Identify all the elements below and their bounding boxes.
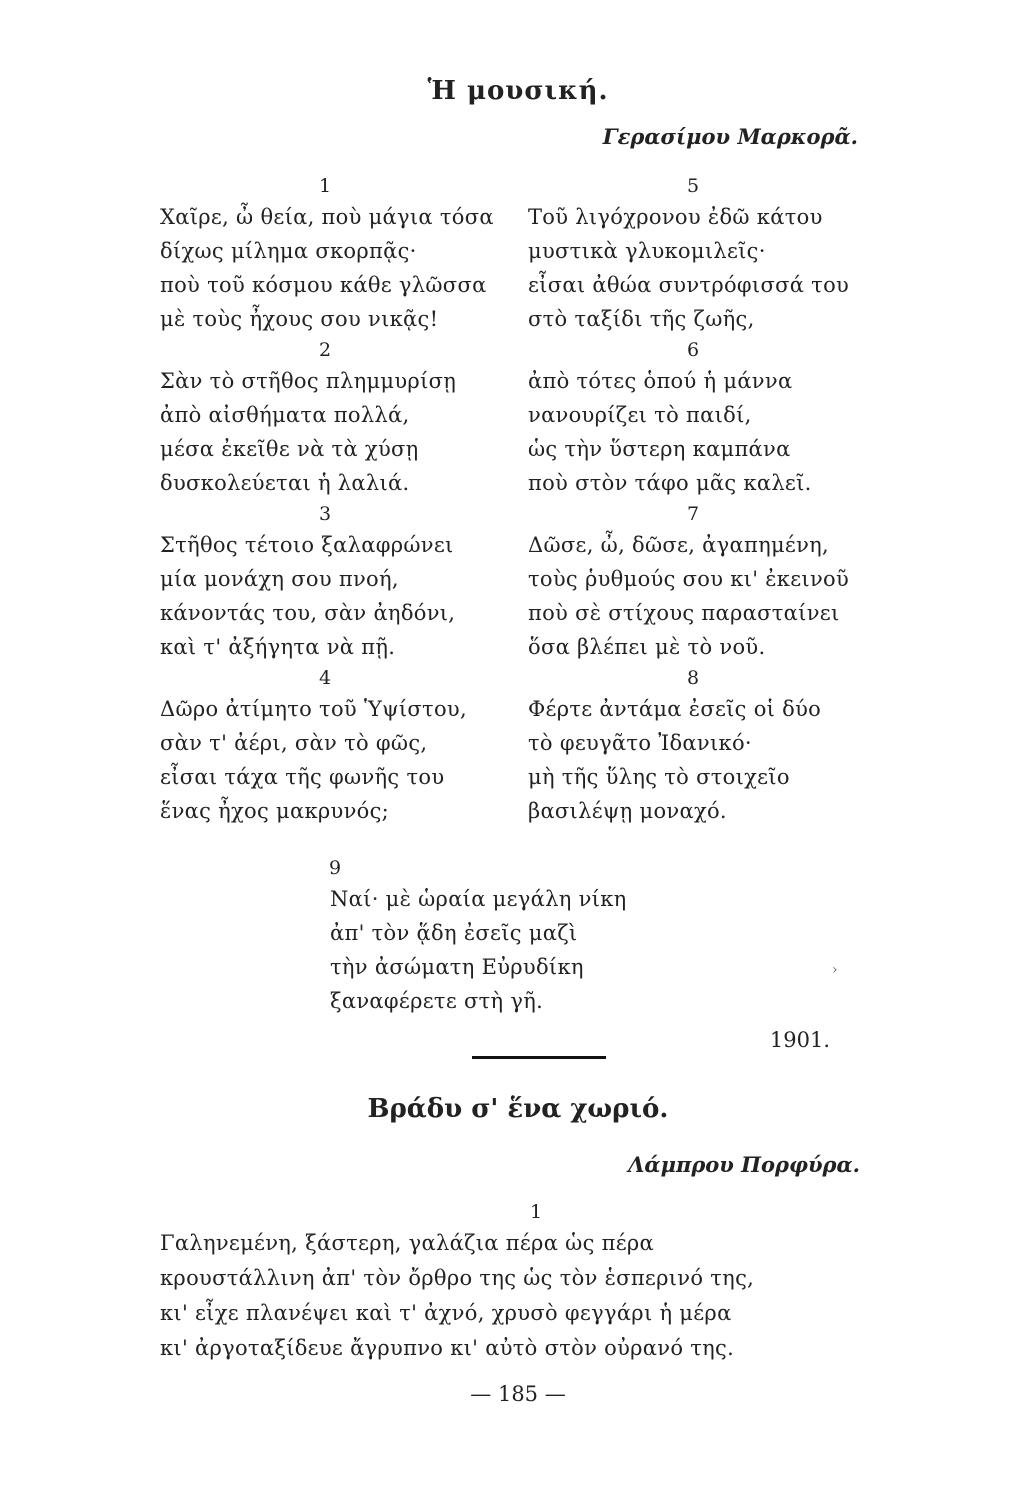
verse-line: βασιλέψῃ μοναχό. — [528, 799, 727, 823]
verse-line: τὸ φευγᾶτο Ἰδανικό· — [528, 731, 752, 755]
stanza-number: 4 — [318, 667, 332, 689]
stanza-number: 8 — [686, 667, 700, 689]
stanza-5 — [528, 172, 888, 336]
verse-line: ἕνας ἦχος μακρυνός; — [160, 799, 390, 823]
verse-line: καὶ τ' ἀξήγητα νὰ πῇ. — [160, 635, 396, 659]
verse-line: μυστικὰ γλυκομιλεῖς· — [528, 239, 766, 263]
verse-line: Τοῦ λιγόχρονου ἐδῶ κάτου — [528, 205, 823, 229]
verse-line: κι' εἶχε πλανέψει καὶ τ' ἀχνό, χρυσὸ φεγγάρι ἡ μέρα — [160, 1301, 732, 1325]
poem2-title: Βράδυ σ' ἕνα χωριό. — [367, 1094, 669, 1124]
right-column — [528, 172, 888, 828]
verse-line: στὸ ταξίδι τῆς ζωῆς, — [528, 307, 755, 331]
stanza-number: 3 — [318, 503, 332, 525]
poem2-author: Λάμπρου Πορφύρα. — [628, 1152, 860, 1177]
stanza-3 — [160, 500, 520, 664]
verse-line: ποὺ σὲ στίχους παρασταίνει — [528, 601, 840, 625]
verse-line: μὴ τῆς ὕλης τὸ στοιχεῖο — [528, 765, 790, 789]
stanza-4 — [160, 664, 520, 828]
verse-line: ξαναφέρετε στὴ γῆ. — [330, 989, 544, 1013]
stanza-6 — [528, 336, 888, 500]
page-number: — 185 — — [470, 1382, 566, 1406]
stanza-2 — [160, 336, 520, 500]
stanza-7 — [528, 500, 888, 664]
verse-line: ἀπ' τὸν ᾅδη ἐσεῖς μαζὶ — [330, 921, 578, 945]
verse-line: δυσκολεύεται ἡ λαλιά. — [160, 471, 410, 495]
verse-line: μία μονάχη σου πνοή, — [160, 567, 399, 591]
stanza-number: 9 — [328, 857, 342, 879]
verse-line: κάνοντάς του, σὰν ἀηδόνι, — [160, 601, 456, 625]
poem2-stanza-1 — [160, 1198, 916, 1366]
stanza-number: 7 — [686, 503, 700, 525]
verse-line: ποὺ στὸν τάφο μᾶς καλεῖ. — [528, 471, 812, 495]
verse-line: εἶσαι τάχα τῆς φωνῆς του — [160, 765, 445, 789]
stanza-number: 6 — [686, 339, 700, 361]
verse-line: κι' ἀργοταξίδευε ἄγρυπνο κι' αὐτὸ στὸν οὐρανό της. — [160, 1336, 735, 1360]
verse-line: δίχως μίλημα σκορπᾷς· — [160, 239, 417, 263]
stanza-number: 1 — [318, 175, 332, 197]
stanza-number: 5 — [686, 175, 700, 197]
stanza-number: 2 — [318, 339, 332, 361]
verse-line: Σὰν τὸ στῆθος πλημμυρίσῃ — [160, 369, 457, 393]
stanza-8 — [528, 664, 888, 828]
verse-line: νανουρίζει τὸ παιδί, — [528, 403, 752, 427]
verse-line: ἀπὸ τότες ὁπού ἡ μάννα — [528, 369, 793, 393]
verse-line: Χαῖρε, ὦ θεία, ποὺ μάγια τόσα — [160, 205, 494, 229]
verse-line: μέσα ἐκεῖθε νὰ τὰ χύσῃ — [160, 437, 419, 461]
verse-line: Δῶσε, ὦ, δῶσε, ἀγαπημένη, — [528, 533, 830, 557]
verse-line: τὴν ἀσώματη Εὐρυδίκη — [330, 955, 584, 979]
verse-line: σὰν τ' ἀέρι, σὰν τὸ φῶς, — [160, 731, 428, 755]
verse-line: ὡς τὴν ὕστερη καμπάνα — [528, 437, 791, 461]
verse-line: ποὺ τοῦ κόσμου κάθε γλῶσσα — [160, 273, 487, 297]
poem1-author: Γερασίμου Μαρκορᾶ. — [602, 124, 858, 149]
verse-line: μὲ τοὺς ἦχους σου νικᾷς! — [160, 307, 439, 331]
section-divider — [472, 1056, 606, 1059]
verse-line: Γαληνεμένη, ξάστερη, γαλάζια πέρα ὡς πέρα — [160, 1231, 655, 1255]
verse-line: τοὺς ῥυθμούς σου κι' ἐκεινοῦ — [528, 567, 850, 591]
verse-line: εἶσαι ἀθώα συντρόφισσά του — [528, 273, 850, 297]
verse-line: Στῆθος τέτοιο ξαλαφρώνει — [160, 533, 454, 557]
poem1-title: Ἡ μουσική. — [427, 76, 609, 106]
verse-line: Φέρτε ἀντάμα ἐσεῖς οἱ δύο — [528, 697, 822, 721]
poem1-year: 1901. — [769, 1028, 830, 1052]
verse-line: ὅσα βλέπει μὲ τὸ νοῦ. — [528, 635, 766, 659]
stray-mark: › — [832, 962, 838, 978]
left-column — [160, 172, 520, 828]
verse-line: Ναί· μὲ ὡραία μεγάλη νίκη — [330, 887, 627, 911]
stanza-number: 1 — [529, 1201, 543, 1223]
verse-line: κρουστάλλινη ἀπ' τὸν ὄρθρο της ὡς τὸν ἑσπερινό της, — [160, 1266, 755, 1290]
verse-line: Δῶρο ἀτίμητο τοῦ Ὑψίστου, — [160, 697, 467, 721]
stanza-9 — [330, 854, 627, 1018]
stanza-1 — [160, 172, 520, 336]
verse-line: ἀπὸ αἰσθήματα πολλά, — [160, 403, 410, 427]
